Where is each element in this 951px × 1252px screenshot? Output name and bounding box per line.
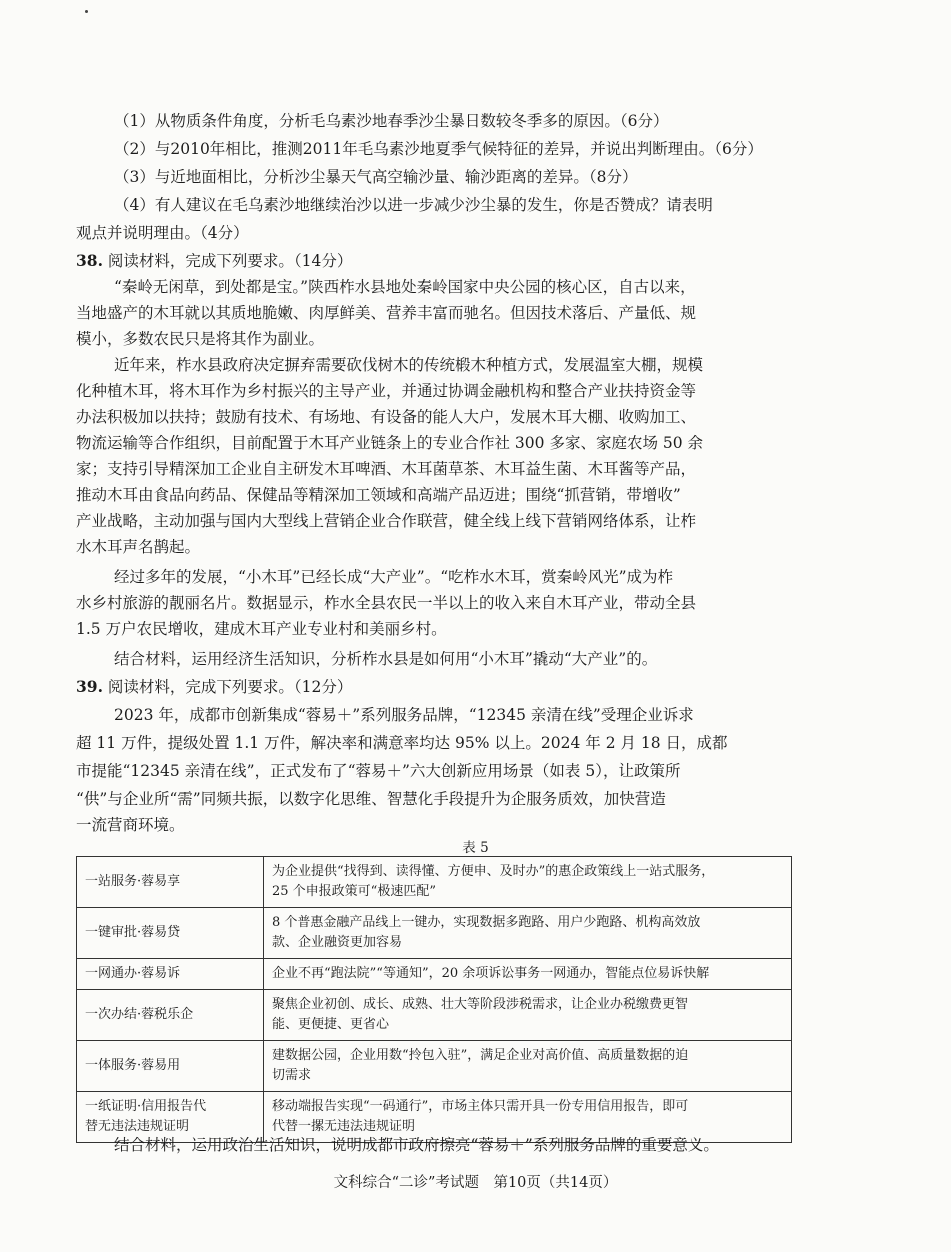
q38-number: 38. (76, 251, 103, 270)
table-row (77, 857, 792, 908)
table-cell-name: 一键审批·蓉易贷 (77, 908, 264, 959)
table-cell-name: 一网通办·蓉易诉 (77, 959, 264, 990)
q39-instruction: 阅读材料，完成下列要求。（12分） (107, 678, 353, 696)
q37-sub1: （1）从物质条件角度，分析毛乌素沙地春季沙尘暴日数较冬季多的原因。（6分） (114, 112, 669, 130)
scan-speck (85, 10, 88, 13)
table-cell-desc: 聚焦企业初创、成长、成熟、壮大等阶段涉税需求，让企业办税缴费更智 能、更便捷、更省心 (264, 990, 792, 1041)
q38-line: 经过多年的发展，“小木耳”已经长成“大产业”。“吃柞水木耳，赏秦岭风光”成为柞 (114, 568, 674, 586)
table-cell-name: 一体服务·蓉易用 (77, 1041, 264, 1092)
table-row (77, 1041, 792, 1092)
q38-line: 当地盛产的木耳就以其质地脆嫩、肉厚鲜美、营养丰富而驰名。但因技术落后、产量低、规 (76, 304, 697, 322)
q38-line: 1.5 万户农民增收，建成木耳产业专业村和美丽乡村。 (76, 620, 447, 638)
q38-task: 结合材料，运用经济生活知识，分析柞水县是如何用“小木耳”撬动“大产业”的。 (114, 650, 658, 668)
table-cell-desc: 为企业提供“找得到、读得懂、方便申、及时办”的惠企政策线上一站式服务， 25 个申报政策可“极速匹配” (264, 857, 792, 908)
table-cell-desc: 企业不再“跑法院”“等通知”，20 余项诉讼事务一网通办，智能点位易诉快解 (264, 959, 792, 990)
table-cell-desc: 移动端报告实现“一码通行”，市场主体只需开具一份专用信用报告，即可 代替一摞无违法违规证明 (264, 1092, 792, 1143)
q38-instruction: 阅读材料，完成下列要求。（14分） (107, 252, 353, 270)
q39-task: 结合材料，运用政治生活知识，说明成都市政府擦亮“蓉易＋”系列服务品牌的重要意义。 (114, 1136, 719, 1154)
q38-line: “秦岭无闲草，到处都是宝。”陕西柞水县地处秦岭国家中央公园的核心区，自古以来， (114, 278, 696, 296)
q38-line: 推动木耳由食品向药品、保健品等精深加工领域和高端产品迈进；围绕“抓营销，带增收” (76, 486, 681, 504)
page-footer: 文科综合“二诊”考试题 第10页（共14页） (333, 1175, 618, 1191)
q39-number: 39. (76, 677, 103, 696)
table-cell-name: 一纸证明·信用报告代 替无违法违规证明 (77, 1092, 264, 1143)
q38-line: 家；支持引导精深加工企业自主研发木耳啤酒、木耳菌草茶、木耳益生菌、木耳酱等产品， (76, 460, 697, 478)
q38-line: 水木耳声名鹊起。 (76, 538, 201, 556)
q38-line: 产业战略，主动加强与国内大型线上营销企业合作联营，健全线上线下营销网络体系，让柞 (76, 512, 697, 530)
q38-line: 物流运输等合作组织，目前配置于木耳产业链条上的专业合作社 300 多家、家庭农场 50 余 (76, 434, 704, 452)
q39-line: 超 11 万件，提级处置 1.1 万件，解决率和满意率均达 95% 以上。2024 年 2 月 18 日，成都 (76, 734, 728, 752)
q39-heading (76, 676, 352, 698)
table-row (77, 908, 792, 959)
table-cell-desc: 8 个普惠金融产品线上一键办，实现数据多跑路、用户少跑路、机构高效放 款、企业融资更加容易 (264, 908, 792, 959)
q39-line: 2023 年，成都市创新集成“蓉易＋”系列服务品牌，“12345 亲清在线”受理企业诉求 (114, 706, 694, 724)
table-cell-desc: 建数据公园，企业用数“拎包入驻”，满足企业对高价值、高质量数据的迫 切需求 (264, 1041, 792, 1092)
q39-line: 市提能“12345 亲清在线”，正式发布了“蓉易＋”六大创新应用场景（如表 5），让政策所 (76, 762, 681, 780)
table-cell-name: 一站服务·蓉易享 (77, 857, 264, 908)
table-5 (76, 856, 792, 1143)
q38-line: 化种植木耳，将木耳作为乡村振兴的主导产业，并通过协调金融机构和整合产业扶持资金等 (76, 382, 697, 400)
q38-line: 模小，多数农民只是将其作为副业。 (76, 330, 325, 348)
table-row (77, 990, 792, 1041)
table-row (77, 959, 792, 990)
q38-heading (76, 250, 352, 272)
table-cell-name: 一次办结·蓉税乐企 (77, 990, 264, 1041)
q39-line: 一流营商环境。 (76, 816, 185, 834)
q38-line: 近年来，柞水县政府决定摒弃需要砍伐树木的传统椴木种植方式，发展温室大棚，规模 (114, 356, 704, 374)
q37-sub4-line2: 观点并说明理由。（4分） (76, 224, 249, 242)
table-caption: 表 5 (462, 840, 489, 856)
q38-line: 水乡村旅游的靓丽名片。数据显示，柞水全县农民一半以上的收入来自木耳产业，带动全县 (76, 594, 697, 612)
q37-sub2: （2）与2010年相比，推测2011年毛乌素沙地夏季气候特征的差异，并说出判断理由。（6分） (114, 140, 763, 158)
q37-sub4-line1: （4）有人建议在毛乌素沙地继续治沙以进一步减少沙尘暴的发生，你是否赞成？请表明 (114, 196, 713, 214)
q39-line: “供”与企业所“需”同频共振，以数字化思维、智慧化手段提升为企服务质效，加快营造 (76, 790, 666, 808)
q38-line: 办法积极加以扶持；鼓励有技术、有场地、有设备的能人大户，发展木耳大棚、收购加工、 (76, 408, 697, 426)
q37-sub3: （3）与近地面相比，分析沙尘暴天气高空输沙量、输沙距离的差异。（8分） (114, 168, 638, 186)
